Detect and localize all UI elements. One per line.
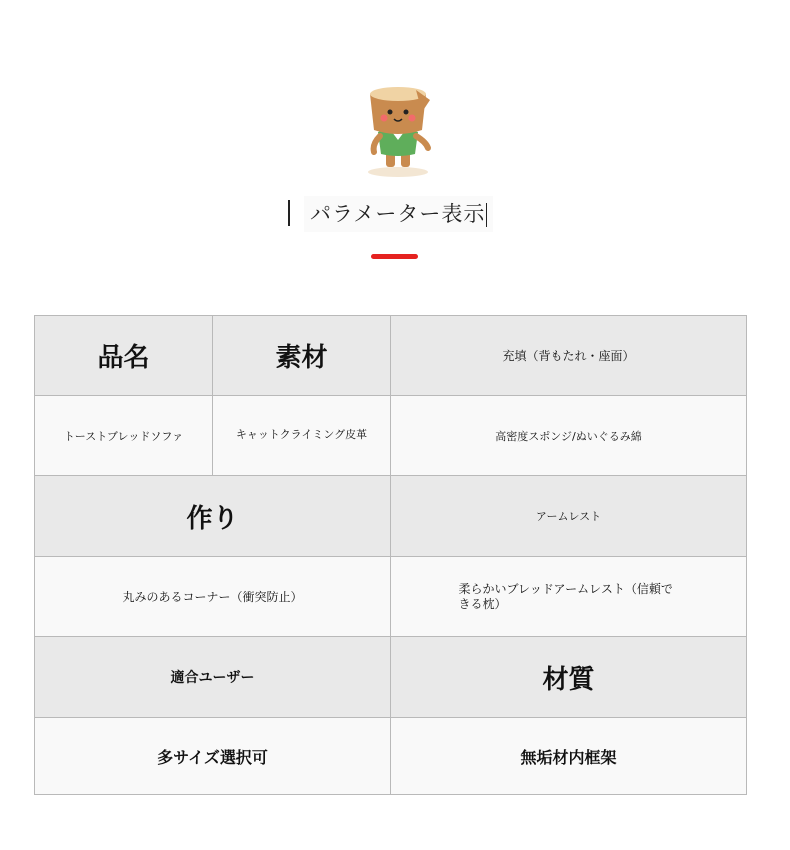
filling-value: 高密度スポンジ/ぬいぐるみ綿 (390, 395, 747, 476)
product-name-label: 品名 (34, 315, 213, 396)
construction-value: 丸みのあるコーナー（衝突防止） (34, 556, 391, 637)
product-name-value: トーストブレッドソファ (34, 395, 213, 476)
construction-label: 作り (34, 475, 391, 557)
frame-value: 無垢材内框架 (390, 717, 747, 795)
title-underline (371, 254, 418, 259)
section-header (0, 196, 790, 236)
material-label: 素材 (212, 315, 391, 396)
filling-label: 充填（背もたれ・座面） (390, 315, 747, 396)
title-accent-bar (288, 200, 290, 226)
users-value: 多サイズ選択可 (34, 717, 391, 795)
users-label: 適合ユーザー (34, 636, 391, 718)
material-value-text: キャットクライミング皮革 (235, 427, 368, 441)
armrest-value (390, 556, 747, 637)
armrest-value-text: 柔らかいブレッドアームレスト（信頼できる枕） (458, 581, 673, 611)
armrest-label: アームレスト (390, 475, 747, 557)
spec-table (34, 315, 747, 795)
frame-label: 材質 (390, 636, 747, 718)
text-caret (486, 203, 487, 227)
page-title-text: パラメーター表示 (310, 202, 486, 226)
material-value (212, 395, 391, 476)
toast-mascot-icon (360, 82, 436, 178)
page-title (304, 196, 493, 232)
